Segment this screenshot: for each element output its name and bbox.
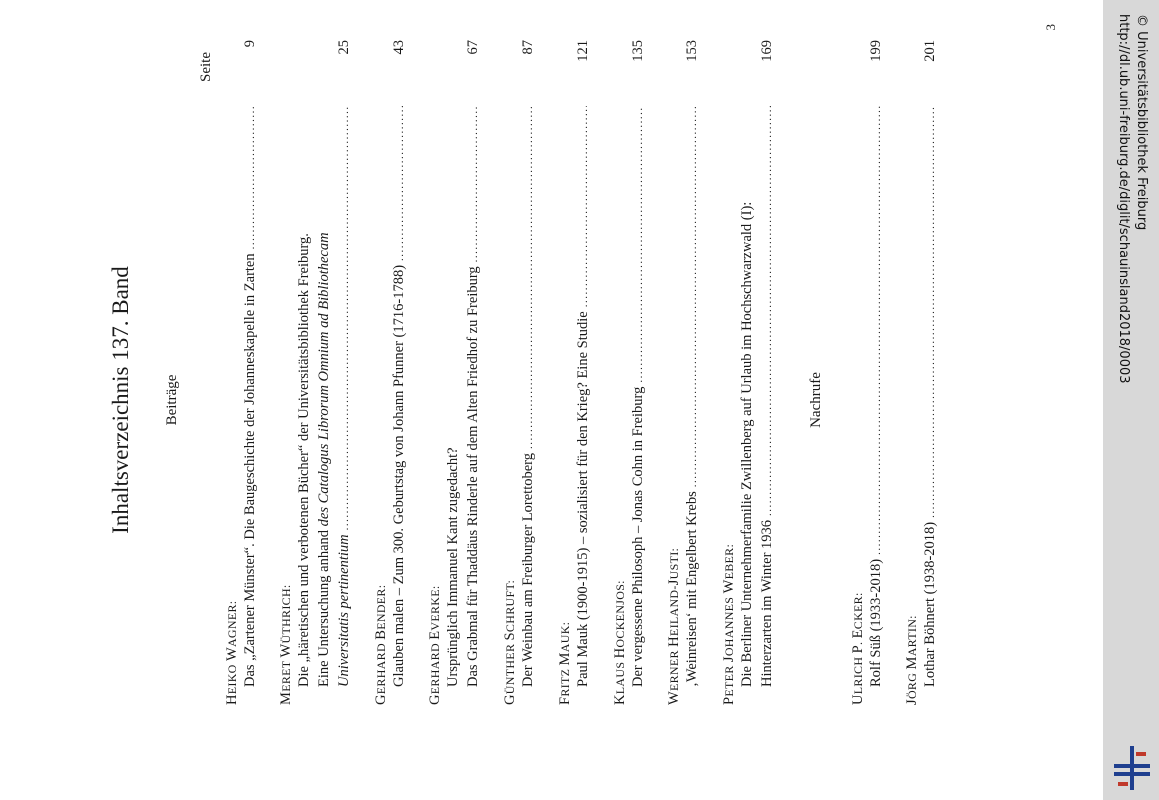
leader-dots [464, 106, 484, 262]
toc-entry [612, 40, 649, 705]
entry-title-line: Die Berliner Unternehmerfamilie Zwillenberg auf Urlaub im Hochschwarzwald (I): [739, 201, 755, 687]
entry-page: 199 [868, 40, 884, 62]
entry-title: Paul Mauk (1900-1915) – sozialisiert für den Krieg? Eine Studie [575, 311, 591, 687]
toc-entry [373, 40, 410, 705]
entry-page: 153 [684, 40, 700, 62]
entry-title-text: Eine Untersuchung anhand [316, 526, 332, 687]
entry-page: 43 [391, 40, 407, 55]
entry-title: ‚Weinreisen‘ mit Engelbert Krebs [684, 491, 700, 687]
toc-entry [278, 40, 355, 705]
section-heading-obituaries: Nachrufe [808, 372, 824, 428]
entry-title: Der vergessene Philosoph – Jonas Cohn in Freiburg [630, 386, 646, 687]
leader-dots [629, 106, 649, 383]
entry-page: 169 [759, 40, 775, 62]
entry-title-italic: Universitatis pertinentium [336, 534, 352, 687]
entry-author: GERHARD EVERKE: [427, 585, 443, 705]
page-title: Inhaltsverzeichnis 137. Band [108, 266, 133, 534]
entry-title-line: Die „häretischen und verbotenen Bücher“ der Universitätsbibliothek Freiburg. [296, 233, 312, 687]
entry-author: JÖRG MARTIN: [904, 615, 920, 705]
leader-dots [758, 106, 778, 516]
leader-dots [519, 106, 539, 449]
entry-title: Das Grabmal für Thaddäus Rinderle auf dem Alten Friedhof zu Freiburg [465, 266, 481, 687]
entry-author: GERHARD BENDER: [373, 584, 389, 705]
entry-author: FRITZ MAUK: [557, 621, 573, 705]
ub-freiburg-logo-icon [1112, 744, 1152, 792]
toc-entry [721, 40, 778, 705]
entry-title: Glauben malen – Zum 300. Geburtstag von Johann Pfunner (1716-1788) [391, 264, 407, 687]
toc-entry [427, 40, 484, 705]
toc-entry [666, 40, 703, 705]
entry-title: Der Weinbau am Freiburger Lorettoberg [520, 453, 536, 687]
entry-author: KLAUS HOCKENJOS: [612, 580, 628, 705]
entry-page: 121 [575, 40, 591, 62]
entry-title: Lothar Böhnert (1938-2018) [922, 521, 938, 687]
source-url-link[interactable]: http://dl.ub.uni-freiburg.de/diglit/schauinsland2018/0003 [1116, 14, 1131, 384]
toc-entry [904, 40, 941, 705]
page-number: 3 [1043, 24, 1058, 31]
leader-dots [574, 106, 594, 307]
copyright-notice: © Universitätsbibliothek Freiburg [1134, 14, 1149, 231]
entry-author: PETER JOHANNES WEBER: [721, 543, 737, 705]
entry-author: ULRICH P. ECKER: [850, 592, 866, 705]
leader-dots [683, 106, 703, 487]
entry-title: Hinterzarten im Winter 1936 [759, 519, 775, 687]
entry-page: 201 [922, 40, 938, 62]
page-column-label: Seite [198, 52, 214, 82]
entry-page: 87 [520, 40, 536, 55]
leader-dots [335, 106, 355, 530]
entry-page: 9 [242, 40, 258, 48]
entry-title-italic: des Catalogus Librorum Omnium ad Bibliothecam [316, 232, 332, 527]
entry-title: Das „Zartener Münster“. Die Baugeschichte der Johanneskapelle in Zarten [242, 253, 258, 687]
leader-dots [390, 106, 410, 261]
entry-title-line [314, 40, 334, 687]
entry-author: HEIKO WAGNER: [224, 600, 240, 705]
section-heading-contributions: Beiträge [164, 374, 180, 426]
entry-author: MERET WÜTHRICH: [278, 584, 294, 705]
toc-entry [850, 40, 887, 705]
toc-entry [557, 40, 594, 705]
entry-author: GÜNTHER SCHRUFT: [502, 579, 518, 705]
toc-entry [224, 40, 261, 705]
entry-author: WERNER HEILAND-JUSTI: [666, 547, 682, 705]
toc-entry [502, 40, 539, 705]
entry-title-line: Ursprünglich Immanuel Kant zugedacht? [445, 447, 461, 687]
leader-dots [921, 106, 941, 518]
leader-dots [241, 106, 261, 249]
leader-dots [867, 106, 887, 555]
entry-page: 67 [465, 40, 481, 55]
entry-page: 25 [336, 40, 352, 55]
entry-page: 135 [630, 40, 646, 62]
sidebar-text-container [1103, 0, 1159, 800]
entry-title: Rolf Süß (1933-2018) [868, 558, 884, 687]
